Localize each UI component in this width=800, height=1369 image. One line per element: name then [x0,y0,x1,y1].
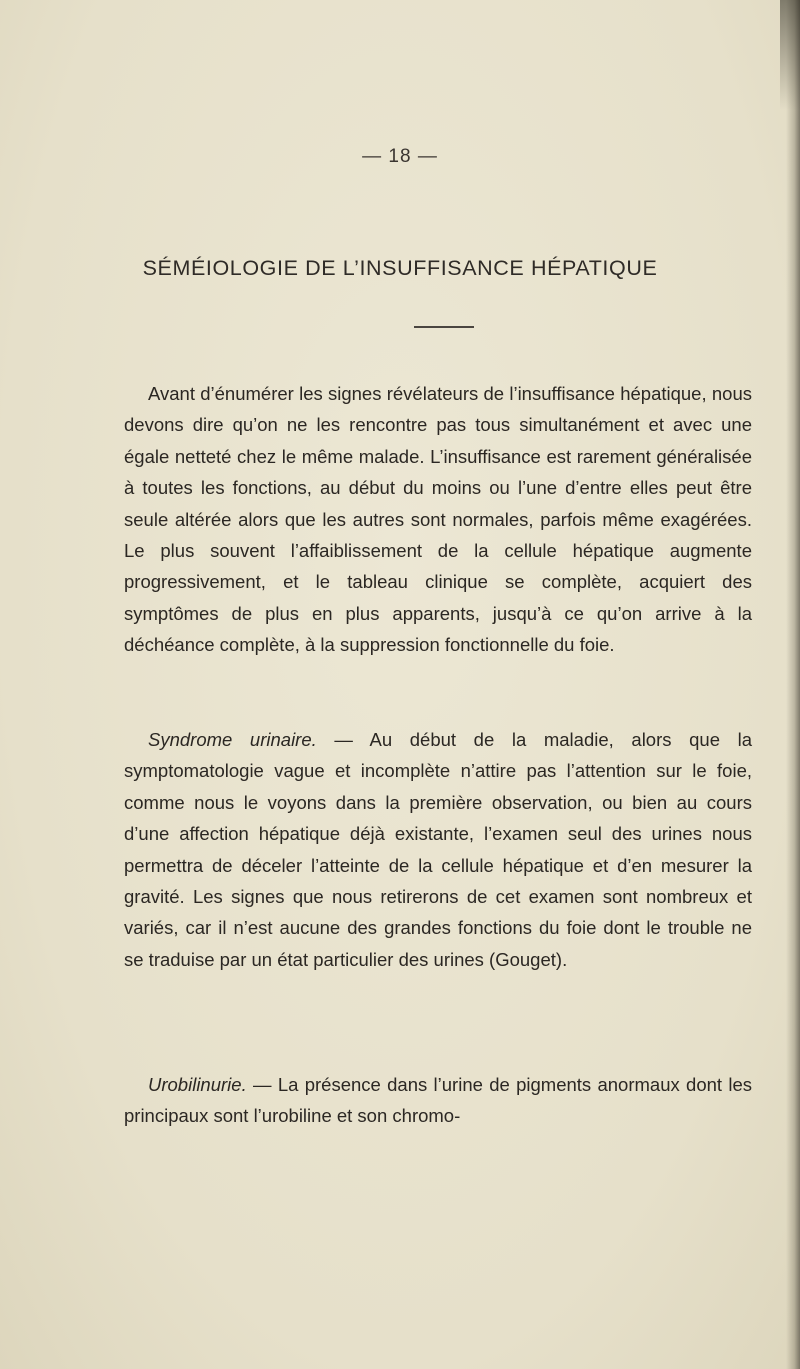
page-number: — 18 — [362,146,438,167]
page-corner-shadow [780,0,800,110]
title-divider [414,326,474,328]
chapter-title: SÉMÉIOLOGIE DE L’INSUFFISANCE HÉPATIQUE [142,256,658,280]
section-heading-syndrome-urinaire: Syndrome urinaire. [148,729,317,750]
paragraph-urobilinurie [124,1069,752,1132]
paragraph-urobilinurie-text: — La présence dans l’urine de pigments anormaux dont les principaux sont l’urobiline et son chromo- [124,1074,752,1127]
section-heading-urobilinurie: Urobilinurie. [148,1074,247,1095]
paragraph-syndrome-urinaire [124,724,752,975]
paragraph-intro: Avant d’énumérer les signes révélateurs de l’insuffisance hépatique, nous devons dire qu’on ne les rencontre pas tous simultanément et avec une égale netteté chez le même malade. L’insuffisance est rarement généralisée à toutes les fonctions, au début du moins ou l’une d’entre elles peut être seule altérée alors que les autres sont normales, parfois même exagérées. Le plus souvent l’affaiblissement de la cellule hépatique augmente progressivement, et le tableau clinique se complète, acquiert des symptômes de plus en plus apparents, jusqu’à ce qu’on arrive à la déchéance complète, à la suppression fonctionnelle du foie. [124,383,752,656]
page-edge-shadow [786,0,800,1369]
paragraph-syndrome-urinaire-text: — Au début de la maladie, alors que la symptomatologie vague et incomplète n’attire pas l’attention sur le foie, comme nous le voyons dans la première observation, ou bien au cours d’une affection hépatique déjà existante, l’examen seul des urines nous permettra de déceler l’atteinte de la cellule hépatique et d’en mesurer la gravité. Les signes que nous retirerons de cet examen sont nombreux et variés, car il n’est aucune des grandes fonctions du foie dont le trouble ne se traduise par un état particulier des urines (Gouget). [124,729,752,970]
